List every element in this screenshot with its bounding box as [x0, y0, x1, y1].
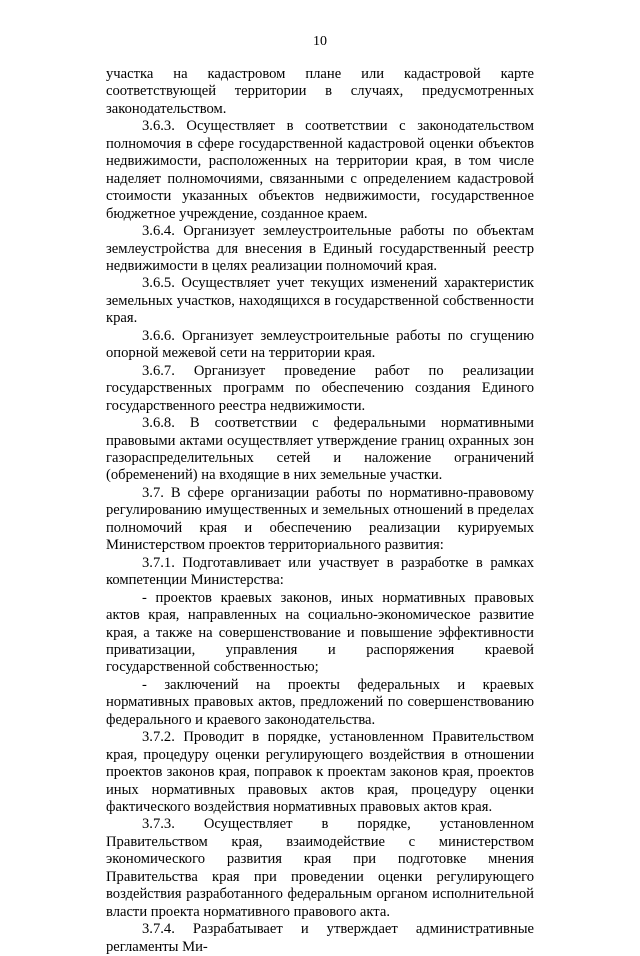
page-number: 10: [313, 34, 327, 49]
document-body: [106, 66, 534, 956]
paragraph-3-6-5: 3.6.5. Осуществляет учет текущих изменений характеристик земельных участков, находящихся в государственной собственности края.: [106, 275, 534, 327]
paragraph-3-7-4: 3.7.4. Разрабатывает и утверждает административные регламенты Ми-: [106, 921, 534, 955]
paragraph-3-6-4: 3.6.4. Организует землеустроительные работы по объектам землеустройства для внесения в Единый государственный реестр недвижимости в целях реализации полномочий края.: [106, 223, 534, 274]
paragraph-3-6-7: 3.6.7. Организует проведение работ по реализации государственных программ по обеспечению создания Единого государственного реестра недвижимости.: [106, 362, 534, 414]
paragraph-continuation: участка на кадастровом плане или кадастровой карте соответствующей территории в случаях, предусмотренных законодательством.: [106, 66, 534, 117]
paragraph-3-7: 3.7. В сфере организации работы по нормативно-правовому регулированию имущественных и земельных отношений в пределах полномочий края и обеспечению реализации курируемых Министерством проектов территориального развития:: [106, 484, 534, 554]
paragraph-3-7-3: 3.7.3. Осуществляет в порядке, установленном Правительством края, взаимодействие с министерством экономического развития края при подготовке мнения Правительства края при проведении оценки регулирующего воздействия разработанного федеральным органом исполнительной власти проекта нормативного правового акта.: [106, 816, 534, 920]
paragraph-3-6-3: 3.6.3. Осуществляет в соответствии с законодательством полномочия в сфере государственной кадастровой оценки объектов недвижимости, расположенных на территории края, в том числе наделяет полномочиями, связанными с определением кадастровой стоимости указанных объектов недвижимости, государственное бюджетное учреждение, созданное краем.: [106, 118, 534, 222]
paragraph-3-6-6: 3.6.6. Организует землеустроительные работы по сгущению опорной межевой сети на территории края.: [106, 327, 534, 362]
paragraph-3-7-1: 3.7.1. Подготавливает или участвует в разработке в рамках компетенции Министерства:: [106, 554, 534, 589]
paragraph-3-6-8: 3.6.8. В соответствии с федеральными нормативными правовыми актами осуществляет утверждение границ охранных зон газораспределительных сетей и наложение ограничений (обременений) на входящие в них земельные участки.: [106, 415, 534, 484]
list-item-conclusions: - заключений на проекты федеральных и краевых нормативных правовых актов, предложений по совершенствованию федерального и краевого законодательства.: [106, 676, 534, 728]
paragraph-3-7-2: 3.7.2. Проводит в порядке, установленном Правительством края, процедуру оценки регулирующего воздействия в отношении проектов законов края, поправок к проектам законов края, проектов иных нормативных правовых актов края, процедуру оценки фактического воздействия нормативных правовых актов края.: [106, 729, 534, 816]
list-item-draft-laws: - проектов краевых законов, иных нормативных правовых актов края, направленных на социально-экономическое развитие края, а также на совершенствование и повышение эффективности приватизации, управления и распоряжения краевой государственной собственностью;: [106, 589, 534, 676]
